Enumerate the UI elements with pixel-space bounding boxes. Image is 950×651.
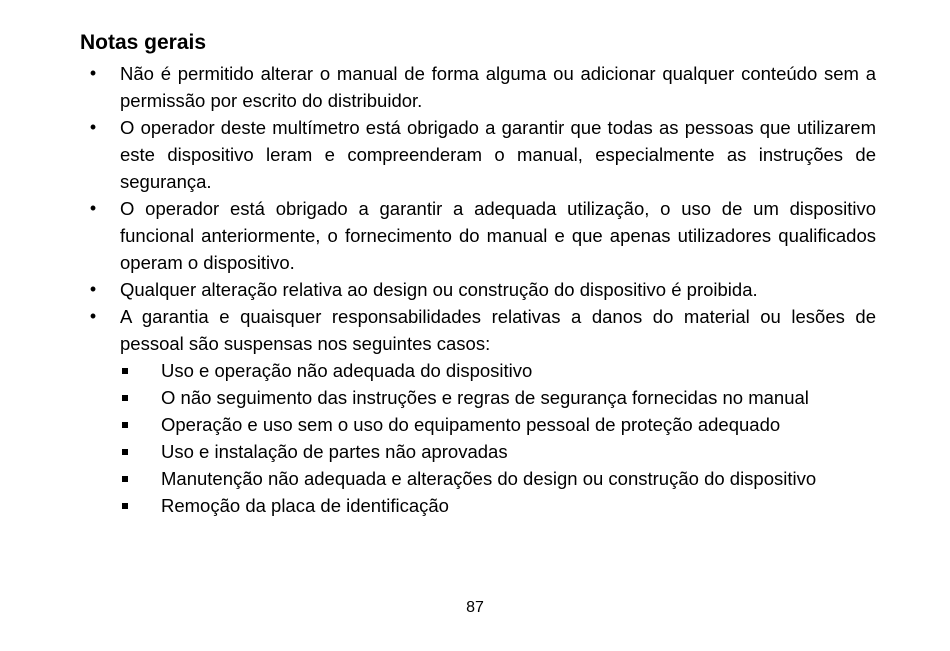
- list-item-text: A garantia e quaisquer responsabilidades relativas a danos do material ou lesões de pessoal são suspensas nos seguintes casos:: [120, 306, 876, 354]
- square-bullet-icon: [122, 368, 128, 374]
- general-notes-list: [0, 60, 950, 357]
- square-bullet-icon: [122, 503, 128, 509]
- sub-list-item-text: Operação e uso sem o uso do equipamento pessoal de proteção adequado: [161, 414, 781, 435]
- sub-list-item-text: Uso e instalação de partes não aprovadas: [161, 441, 508, 462]
- page-number: 87: [466, 599, 484, 616]
- sub-list-item: [0, 411, 876, 438]
- bullet-icon: •: [89, 198, 97, 218]
- square-bullet-icon: [122, 422, 128, 428]
- square-bullet-icon: [122, 476, 128, 482]
- list-item-text: Não é permitido alterar o manual de forma alguma ou adicionar qualquer conteúdo sem a permissão por escrito do distribuidor.: [120, 63, 876, 111]
- list-item: [0, 276, 876, 303]
- bullet-icon: •: [89, 306, 97, 326]
- list-item: [0, 60, 876, 114]
- sub-list-item-text: O não seguimento das instruções e regras de segurança fornecidas no manual: [161, 387, 809, 408]
- square-bullet-icon: [122, 449, 128, 455]
- bullet-icon: •: [89, 117, 97, 137]
- sub-list-item: [0, 438, 876, 465]
- list-item: [0, 195, 876, 276]
- sub-list-item-text: Remoção da placa de identificação: [161, 495, 449, 516]
- sub-list-item: [0, 492, 876, 519]
- sub-list-item-text: Uso e operação não adequada do dispositivo: [161, 360, 533, 381]
- list-item: [0, 303, 876, 357]
- sub-list-item-text: Manutenção não adequada e alterações do design ou construção do dispositivo: [161, 468, 817, 489]
- list-item-text: O operador está obrigado a garantir a adequada utilização, o uso de um dispositivo funcional anteriormente, o fornecimento do manual e que apenas utilizadores qualificados operam o dispositivo.: [120, 198, 876, 273]
- list-item-text: Qualquer alteração relativa ao design ou construção do dispositivo é proibida.: [120, 279, 758, 300]
- bullet-icon: •: [89, 63, 97, 83]
- sub-list-item: [0, 357, 876, 384]
- bullet-icon: •: [89, 279, 97, 299]
- square-bullet-icon: [122, 395, 128, 401]
- suspension-cases-list: [0, 357, 950, 519]
- list-item-text: O operador deste multímetro está obrigado a garantir que todas as pessoas que utilizarem este dispositivo leram e compreenderam o manual, especialmente as instruções de segurança.: [120, 117, 876, 192]
- section-heading: Notas gerais: [80, 31, 207, 54]
- sub-list-item: [0, 465, 876, 492]
- list-item: [0, 114, 876, 195]
- sub-list-item: [0, 384, 876, 411]
